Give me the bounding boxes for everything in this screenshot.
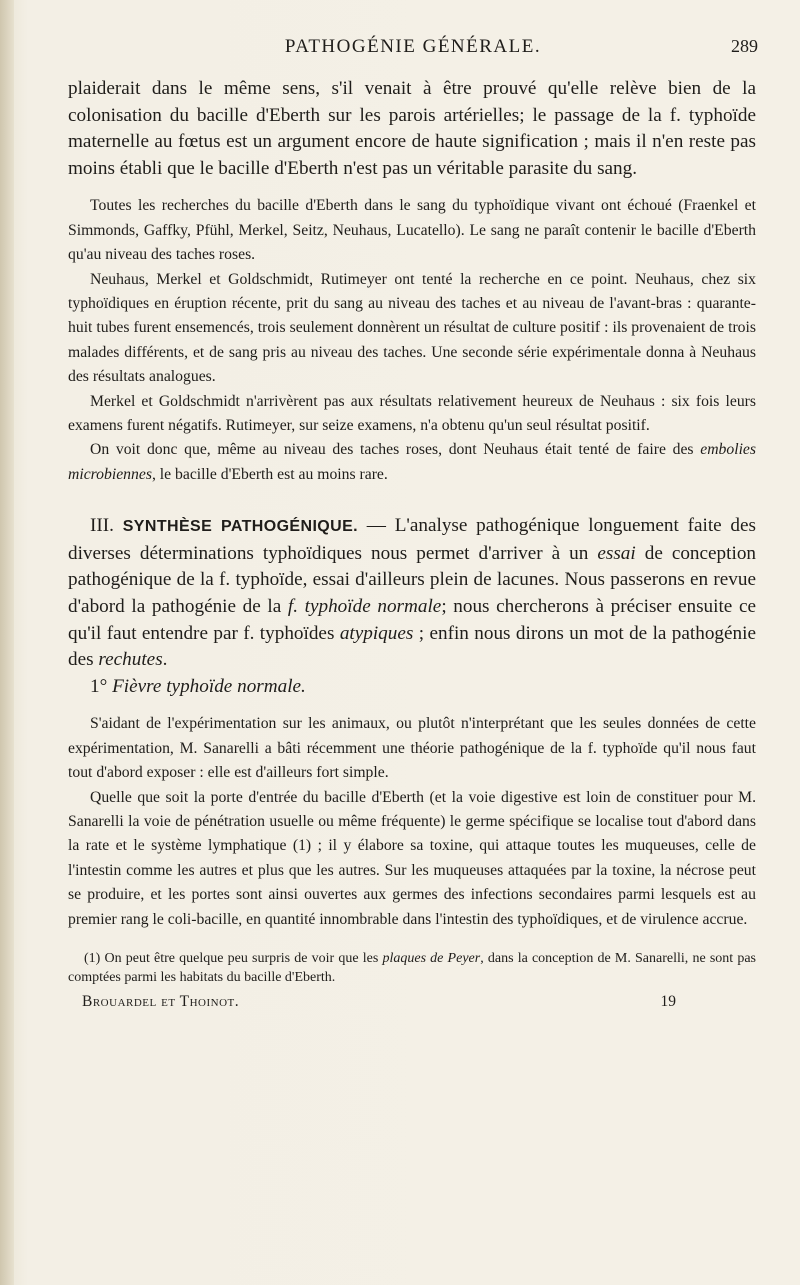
footer-authors: Brouardel et Thoinot. [82, 993, 240, 1011]
text-run: , le bacille d'Eberth est au moins rare. [151, 465, 388, 483]
text-run: On voit donc que, même au niveau des taches roses, dont Neuhaus était tenté de faire des [90, 441, 701, 459]
text-run: ; nous chercherons à préciser ensuite ce qu'il faut entendre par f. typhoïdes [68, 596, 756, 644]
paragraph-merkel: Merkel et Goldschmidt n'arrivèrent pas aux résultats relativement heureux de Neuhaus : six fois leurs examens furent négatifs. Rutimeyer, sur seize examens, n'a obtenu qu'un seul résultat positif. [68, 392, 756, 435]
text-run: ; enfin nous dirons un mot de la pathogénie des [68, 622, 756, 671]
paragraph-opening: plaiderait dans le même sens, s'il venait à être prouvé qu'elle relève bien de la colonisation du bacille d'Eberth sur les parois artérielles; le passage de la f. typhoïde maternelle au fœtus est un argument encore de haute signification ; mais il n'en reste pas moins établi que le bacille d'Eberth n'est pas un véritable parasite du sang. [68, 78, 756, 179]
paragraph-neuhaus: Neuhaus, Merkel et Goldschmidt, Rutimeyer ont tenté la recherche en ce point. Neuhaus, chez six typhoïdiques en éruption récente, prit du sang au niveau des taches et au niveau de l'avant-bras : quarante-huit tubes furent ensemencés, trois seulement donnèrent un résultat de culture positif : ils provenaient de trois malades différents, et de sang pris au niveau des taches. Une seconde série expérimentale donna à Neuhaus des résultats analogues. [68, 270, 756, 386]
paragraph-sanarelli: S'aidant de l'expérimentation sur les animaux, ou plutôt n'interprétant que les seules données de cette expérimentation, M. Sanarelli a bâti récemment une théorie pathogénique de la f. typhoïde qu'il nous faut tout d'abord exposer : elle est d'ailleurs fort simple. [68, 715, 756, 782]
subsection-number: 1° [90, 675, 108, 697]
paragraph-conclusion [68, 438, 756, 487]
section-three-paragraph [68, 513, 756, 674]
paragraph-blood-research: Toutes les recherches du bacille d'Eberth dans le sang du typhoïdique vivant ont échoué (Fraenkel et Simmonds, Gaffky, Pfühl, Merkel, Seitz, Neuhaus, Lucatello). Le sang ne paraît contenir le bacille d'Eberth qu'au niveau des taches roses. [68, 197, 756, 264]
section-number: III. [90, 515, 114, 537]
italic-term: f. typhoïde normale [287, 596, 442, 618]
text-run: , dans la conception de M. Sanarelli, ne sont pas comptées parmi les habitats du bacille d'Eberth. [68, 951, 756, 985]
italic-term: embolies microbiennes [68, 441, 756, 483]
footnote [68, 950, 756, 987]
section-title: SYNTHÈSE PATHOGÉNIQUE. [122, 518, 359, 536]
text-run: . [162, 649, 168, 671]
italic-term: rechutes [98, 649, 163, 671]
text-run: (1) On peut être quelque peu surpris de voir que les [84, 951, 383, 967]
italic-term: atypiques [339, 622, 414, 644]
italic-term: essai [597, 542, 636, 564]
signature-mark: 19 [660, 993, 676, 1011]
text-run: — L'analyse pathogénique longuement faite des diverses déterminations typhoïdiques nous permet d'arriver à un [68, 515, 756, 564]
subsection-title: Fièvre typhoïde normale. [112, 675, 306, 697]
page-content [68, 76, 756, 1011]
running-title: PATHOGÉNIE GÉNÉRALE. [284, 36, 542, 57]
page-header [68, 36, 758, 68]
paragraph-entry-portal: Quelle que soit la porte d'entrée du bacille d'Eberth (et la voie digestive est loin de constituer pour M. Sanarelli la voie de pénétration usuelle ou même fréquente) le germe spécifique se localise tout d'abord dans la rate et le système lymphatique (1) ; il y élabore sa toxine, qui attaque toutes les muqueuses, celle de l'intestin comme les autres et plus que les autres. Sur les muqueuses attaquées par la toxine, la nécrose peut se produire, et les portes sont ainsi ouvertes aux germes des infections secondaires parmi lesquels est au premier rang le coli-bacille, en quantité innombrable dans l'intestin des typhoïdiques, et de virulence accrue. [68, 788, 756, 928]
subsection-heading [68, 674, 756, 701]
page-number: 289 [731, 36, 758, 56]
italic-term: plaques de Peyer [382, 951, 481, 967]
page-spine-shadow [0, 0, 14, 1285]
text-run: de conception pathogénique de la f. typhoïde, essai d'ailleurs plein de lacunes. Nous passerons en revue d'abord la pathogénie de la [68, 542, 757, 618]
page-footer [68, 993, 756, 1011]
